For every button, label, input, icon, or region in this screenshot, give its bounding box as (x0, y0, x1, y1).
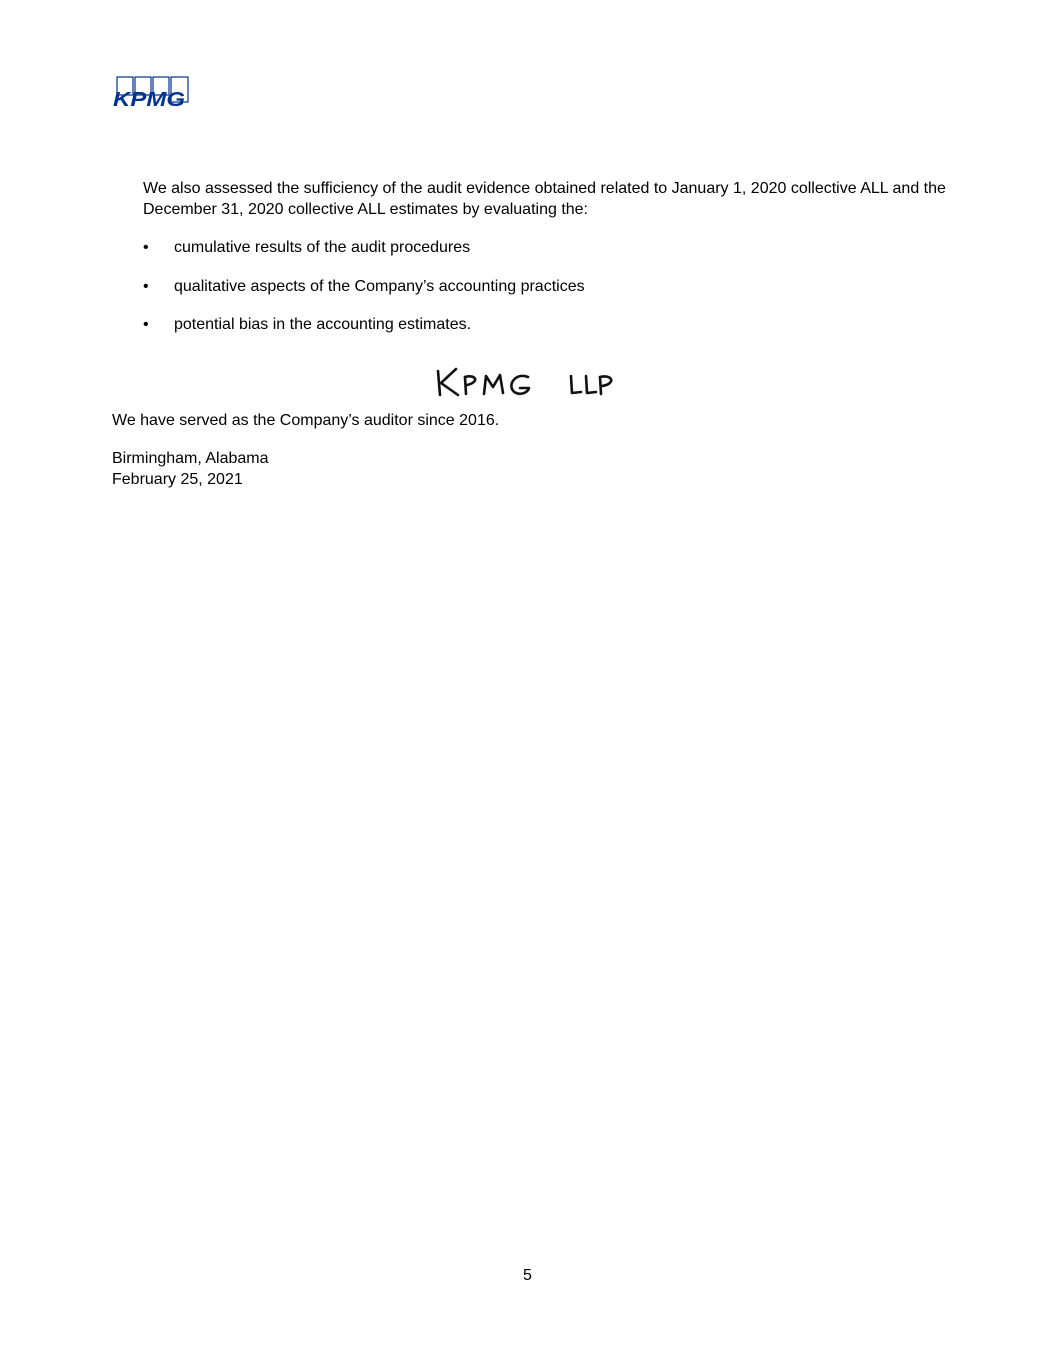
list-item (143, 237, 585, 258)
list-item (143, 314, 585, 335)
bullet-icon: • (143, 277, 149, 295)
list-item (143, 276, 585, 297)
bullet-icon: • (143, 239, 149, 256)
signing-location: Birmingham, Alabama (112, 450, 269, 467)
svg-text:KPMG: KPMG (113, 89, 185, 110)
list-item-text: potential bias in the accounting estimates. (174, 316, 472, 333)
evaluation-paragraph: We also assessed the sufficiency of the audit evidence obtained related to January 1, 2020 collective ALL and the December 31, 2020 collective ALL estimates by evaluating the: (143, 180, 946, 218)
kpmg-logo (112, 76, 192, 110)
kpmg-signature (432, 363, 622, 405)
evaluation-list (143, 237, 585, 353)
report-date: February 25, 2021 (112, 471, 243, 488)
page-number: 5 (523, 1267, 532, 1284)
list-item-text: cumulative results of the audit procedures (174, 239, 471, 256)
bullet-icon: • (143, 316, 149, 333)
auditor-tenure-statement: We have served as the Company’s auditor since 2016. (112, 412, 500, 429)
list-item-text: qualitative aspects of the Company’s accounting practices (174, 277, 585, 295)
